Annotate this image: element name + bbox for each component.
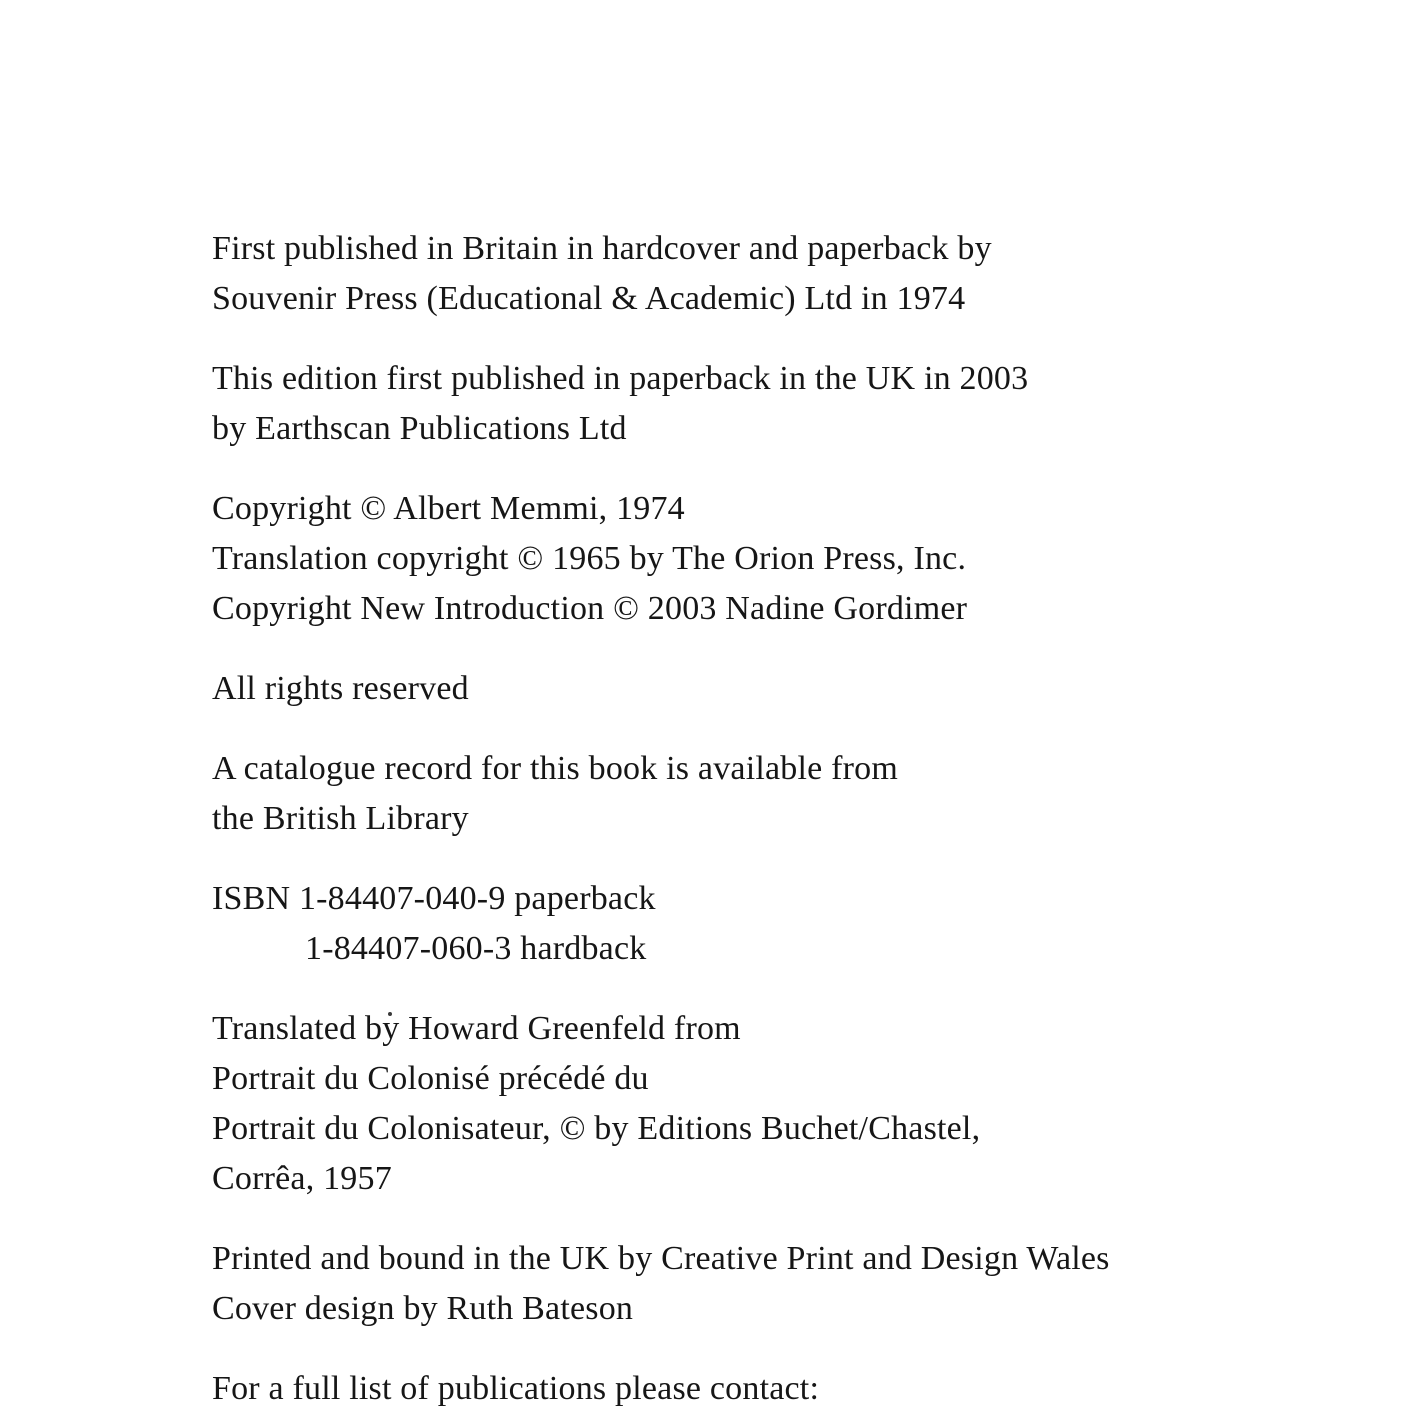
paragraph-translation-source <box>212 1004 1372 1204</box>
text-line: All rights reserved <box>212 670 469 707</box>
isbn-hardback-line: 1-84407-060-3 hardback <box>305 930 647 967</box>
text-line: This edition first published in paperback in the UK in 2003 <box>212 360 1029 397</box>
text-line: Portrait du Colonisé précédé du <box>212 1060 649 1097</box>
text-line: Printed and bound in the UK by Creative Print and Design Wales <box>212 1240 1110 1277</box>
text-line: the British Library <box>212 800 469 837</box>
paragraph-this-edition <box>212 354 1372 454</box>
text-line: For a full list of publications please contact: <box>212 1370 820 1407</box>
text-line: Copyright © Albert Memmi, 1974 <box>212 490 685 527</box>
paragraph-isbn <box>212 874 1372 974</box>
text-line: Souvenir Press (Educational & Academic) Ltd in 1974 <box>212 280 966 317</box>
text-line: by Earthscan Publications Ltd <box>212 410 627 447</box>
text-line: Translated by Howard Greenfeld from <box>212 1010 741 1047</box>
text-line: Corrêa, 1957 <box>212 1160 392 1197</box>
isbn-paperback-line: ISBN 1-84407-040-9 paperback <box>212 880 656 917</box>
text-line: A catalogue record for this book is available from <box>212 750 898 787</box>
paragraph-printing-credits <box>212 1234 1372 1334</box>
text-line: Copyright New Introduction © 2003 Nadine Gordimer <box>212 590 968 627</box>
text-line: Cover design by Ruth Bateson <box>212 1290 634 1327</box>
paragraph-first-publication <box>212 224 1372 324</box>
paragraph-catalogue-record <box>212 744 1372 844</box>
text-line: Portrait du Colonisateur, © by Editions Buchet/Chastel, <box>212 1110 981 1147</box>
paragraph-copyright-notices <box>212 484 1372 634</box>
paragraph-rights-statement <box>212 664 1372 714</box>
imprint-text-block <box>212 224 1372 1425</box>
text-line: First published in Britain in hardcover and paperback by <box>212 230 992 267</box>
paragraph-publications-contact <box>212 1364 1372 1414</box>
text-line: Translation copyright © 1965 by The Orion Press, Inc. <box>212 540 967 577</box>
